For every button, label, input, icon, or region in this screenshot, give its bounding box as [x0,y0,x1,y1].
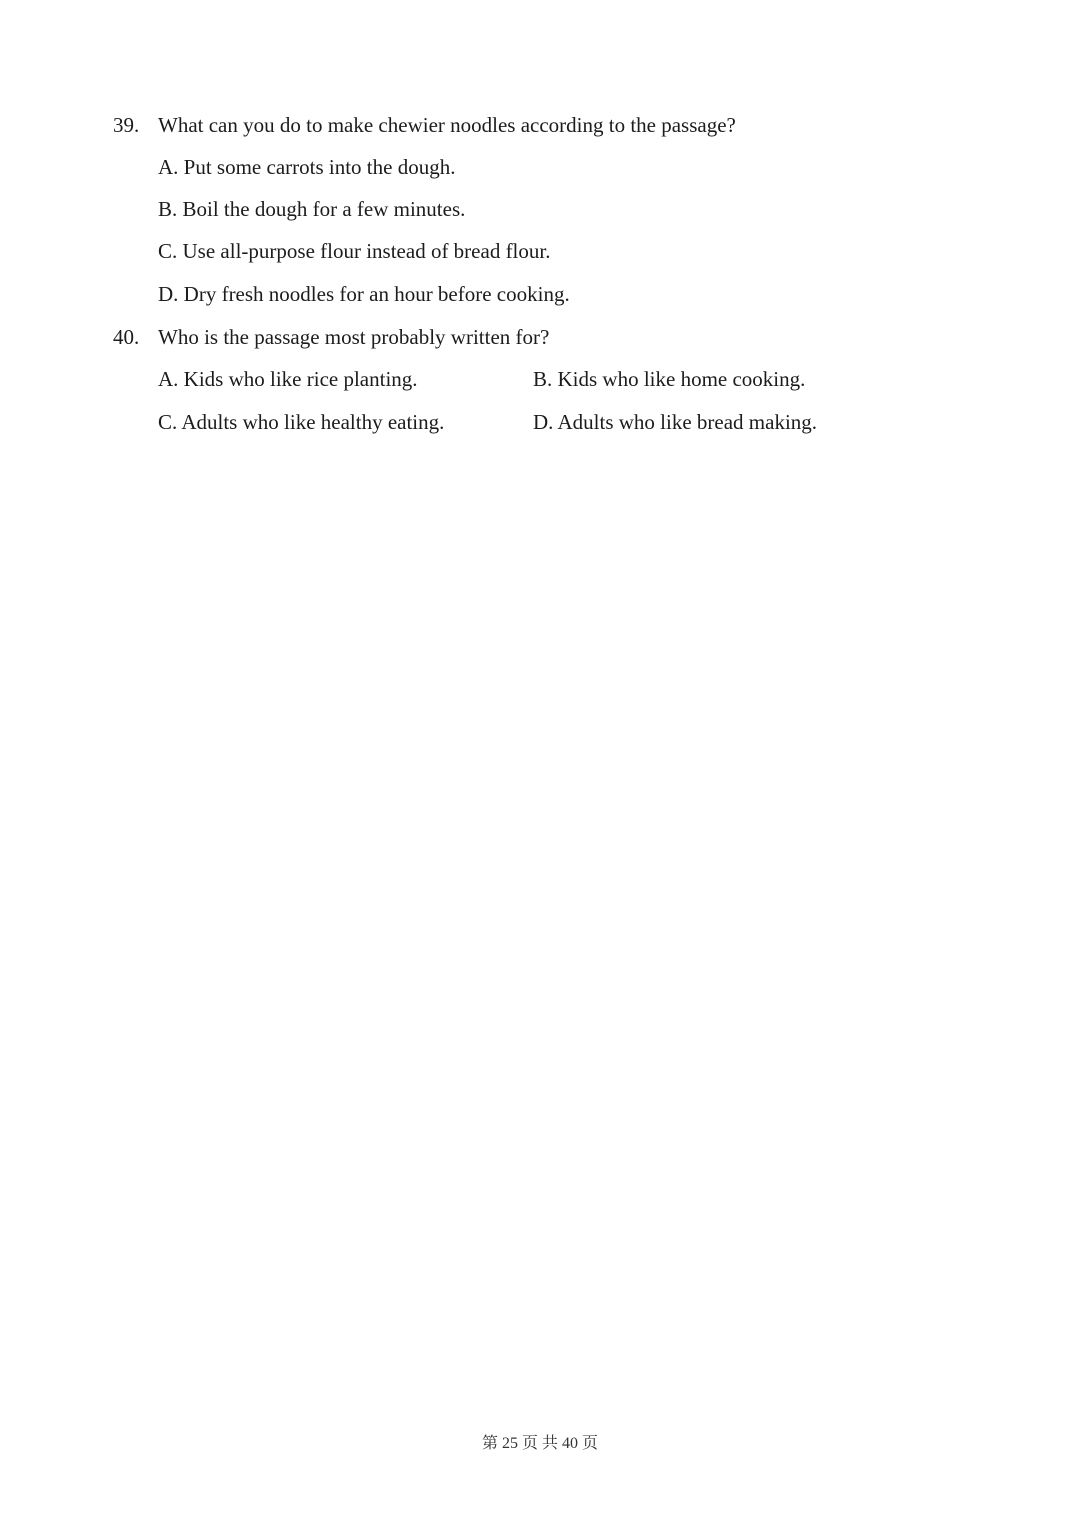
option-39-c: C. Use all-purpose flour instead of bread flour. [158,239,551,263]
option-40-c: C. Adults who like healthy eating. [158,410,445,434]
page-footer: 第 25 页 共 40 页 [481,1435,598,1452]
option-39-b: B. Boil the dough for a few minutes. [158,197,466,221]
question-39 [113,112,736,138]
question-stem: Who is the passage most probably written for? [158,325,550,349]
option-39-a: A. Put some carrots into the dough. [158,155,456,179]
question-number: 40. [113,325,140,349]
question-stem: What can you do to make chewier noodles according to the passage? [158,113,736,137]
option-40-b: B. Kids who like home cooking. [533,367,806,391]
option-40-d: D. Adults who like bread making. [533,410,818,434]
option-39-d: D. Dry fresh noodles for an hour before cooking. [158,282,570,306]
question-number: 39. [113,113,140,137]
question-40 [113,324,549,350]
option-40-a: A. Kids who like rice planting. [158,367,418,391]
